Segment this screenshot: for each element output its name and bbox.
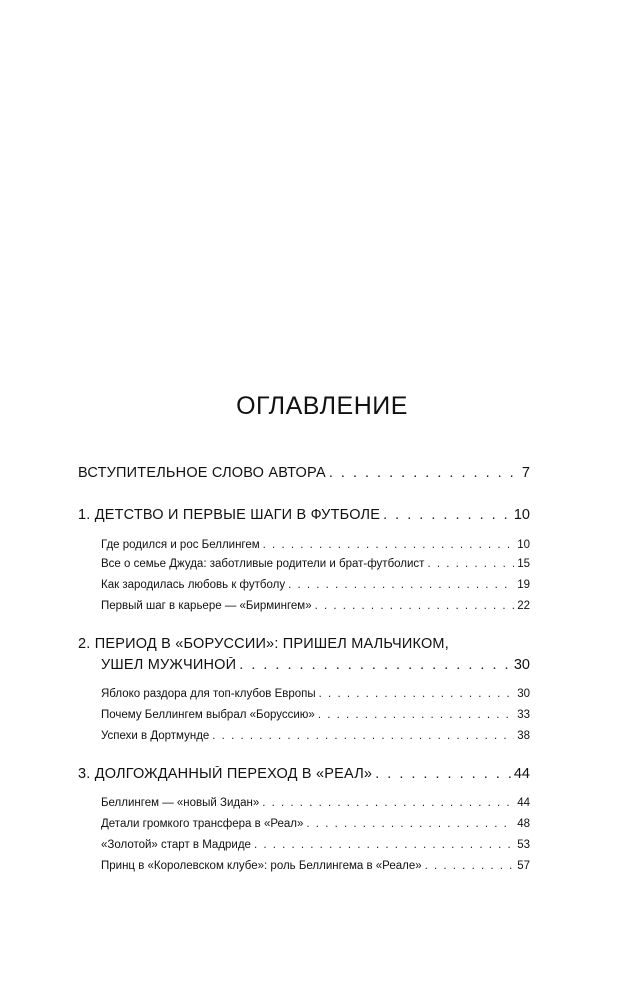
toc-chapter-3[interactable] bbox=[78, 766, 530, 782]
dot-leader bbox=[288, 579, 514, 591]
dot-leader bbox=[212, 730, 514, 742]
toc-section-title: Яблоко раздора для топ-клубов Европы bbox=[101, 688, 316, 700]
toc-chapter-2[interactable] bbox=[78, 636, 530, 652]
dot-leader bbox=[425, 860, 515, 872]
toc-section-title: Как зародилась любовь к футболу bbox=[101, 579, 286, 591]
toc-section-page: 15 bbox=[517, 558, 530, 570]
toc-section-title: Успехи в Дортмунде bbox=[101, 730, 210, 742]
dot-leader bbox=[239, 657, 511, 673]
toc-section-page: 48 bbox=[517, 818, 530, 830]
toc-entry-page: 7 bbox=[521, 465, 530, 481]
toc-chapter-title: 3. ДОЛГОЖДАННЫЙ ПЕРЕХОД В «РЕАЛ» bbox=[78, 766, 373, 782]
toc-chapter-2-continued[interactable] bbox=[101, 657, 530, 673]
toc-section[interactable] bbox=[101, 539, 530, 551]
toc-section[interactable] bbox=[101, 797, 530, 809]
toc-section[interactable] bbox=[101, 730, 530, 742]
dot-leader bbox=[375, 766, 511, 782]
toc-section-page: 53 bbox=[517, 839, 530, 851]
toc-section-page: 22 bbox=[517, 600, 530, 612]
dot-leader bbox=[319, 688, 515, 700]
toc-section-title: Где родился и рос Беллингем bbox=[101, 539, 260, 551]
dot-leader bbox=[254, 839, 514, 851]
toc-section[interactable] bbox=[101, 600, 530, 612]
toc-section-page: 33 bbox=[517, 709, 530, 721]
page-title: ОГЛАВЛЕНИЕ bbox=[236, 392, 408, 420]
dot-leader bbox=[383, 507, 511, 523]
toc-section-page: 10 bbox=[517, 539, 530, 551]
dot-leader bbox=[329, 465, 519, 481]
toc-chapter-title-cont: УШЕЛ МУЖЧИНОЙ bbox=[101, 657, 237, 673]
toc-chapter-title: 1. ДЕТСТВО И ПЕРВЫЕ ШАГИ В ФУТБОЛЕ bbox=[78, 507, 381, 523]
toc-section[interactable] bbox=[101, 709, 530, 721]
toc-section[interactable] bbox=[101, 818, 530, 830]
dot-leader bbox=[263, 539, 515, 551]
toc-section-title: Детали громкого трансфера в «Реал» bbox=[101, 818, 304, 830]
dot-leader bbox=[306, 818, 514, 830]
toc-section-title: Первый шаг в карьере — «Бирмингем» bbox=[101, 600, 312, 612]
dot-leader bbox=[315, 600, 515, 612]
toc-section-title: Беллингем — «новый Зидан» bbox=[101, 797, 260, 809]
toc-chapter-1[interactable] bbox=[78, 507, 530, 523]
toc-section-title: Почему Беллингем выбрал «Боруссию» bbox=[101, 709, 315, 721]
toc-section-page: 44 bbox=[517, 797, 530, 809]
toc-section-title: Все о семье Джуда: заботливые родители и брат-футболист bbox=[101, 558, 425, 570]
dot-leader bbox=[318, 709, 514, 721]
toc-section[interactable] bbox=[101, 688, 530, 700]
toc-section[interactable] bbox=[101, 839, 530, 851]
toc-entry-title: ВСТУПИТЕЛЬНОЕ СЛОВО АВТОРА bbox=[78, 465, 326, 481]
dot-leader bbox=[262, 797, 514, 809]
toc-section-page: 57 bbox=[517, 860, 530, 872]
toc-entry-intro[interactable] bbox=[78, 465, 530, 481]
toc-chapter-page: 30 bbox=[513, 657, 530, 673]
toc-section[interactable] bbox=[101, 579, 530, 591]
toc-section[interactable] bbox=[101, 860, 530, 872]
toc-section-page: 30 bbox=[517, 688, 530, 700]
toc-section-title: Принц в «Королевском клубе»: роль Беллингема в «Реале» bbox=[101, 860, 422, 872]
toc-chapter-page: 44 bbox=[513, 766, 530, 782]
toc-section-title: «Золотой» старт в Мадриде bbox=[101, 839, 251, 851]
dot-leader bbox=[427, 558, 514, 570]
toc-section-page: 38 bbox=[517, 730, 530, 742]
toc-chapter-title: 2. ПЕРИОД В «БОРУССИИ»: ПРИШЕЛ МАЛЬЧИКОМ, bbox=[78, 636, 449, 652]
toc-section-page: 19 bbox=[517, 579, 530, 591]
toc-chapter-page: 10 bbox=[513, 507, 530, 523]
toc-section[interactable] bbox=[101, 558, 530, 570]
